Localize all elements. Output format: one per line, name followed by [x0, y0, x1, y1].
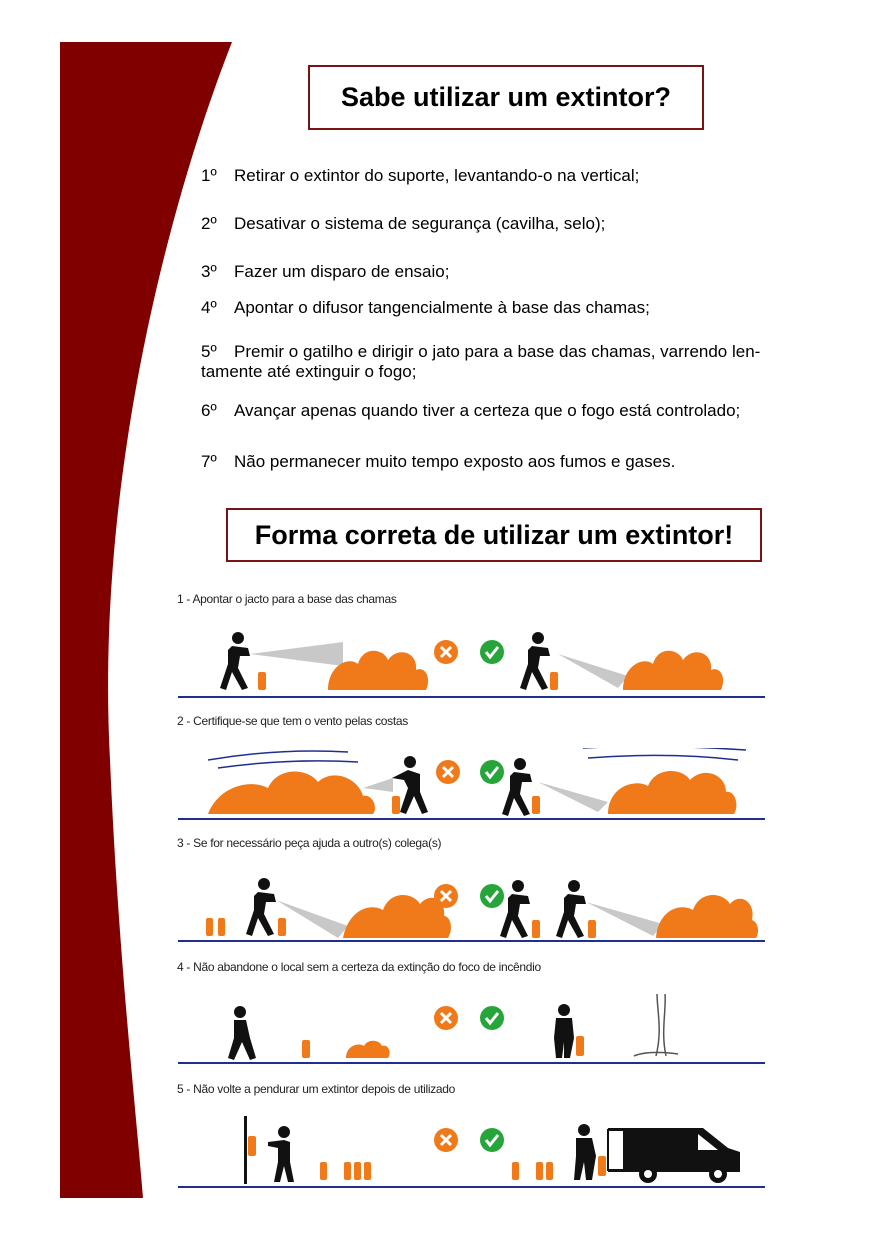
panel-caption: 3 - Se for necessário peça ajuda a outro(s) colega(s) — [177, 836, 442, 850]
list-item: 7º Não permanecer muito tempo exposto aos fumos e gases. — [201, 452, 676, 471]
extinguisher-icon — [536, 1162, 543, 1180]
person-icon — [554, 1004, 574, 1058]
list-item: 3º Fazer um disparo de ensaio; — [201, 262, 450, 281]
extinguisher-icon — [598, 1156, 606, 1176]
person-icon — [520, 632, 550, 690]
extinguisher-icon — [278, 918, 286, 936]
flame-icon — [623, 651, 723, 690]
person-icon — [268, 1126, 294, 1182]
check-icon — [480, 640, 504, 664]
check-icon — [480, 884, 504, 908]
panel-illustration — [178, 1116, 765, 1186]
spray-icon — [250, 642, 343, 666]
spray-icon — [363, 778, 393, 792]
flame-icon — [656, 895, 758, 938]
panel-illustration — [178, 994, 765, 1064]
panel-illustration — [178, 872, 765, 942]
panel-divider — [178, 1062, 765, 1064]
panel-divider — [178, 1186, 765, 1188]
extinguisher-icon — [364, 1162, 371, 1180]
extinguisher-icon — [588, 920, 596, 938]
flame-icon — [328, 651, 428, 690]
cross-icon — [436, 760, 460, 784]
extinguisher-icon — [512, 1162, 519, 1180]
check-icon — [480, 1128, 504, 1152]
wind-icon — [583, 748, 746, 760]
extinguisher-icon — [546, 1162, 553, 1180]
spray-icon — [558, 654, 628, 688]
extinguisher-icon — [354, 1162, 361, 1180]
list-item: 5º Premir o gatilho e dirigir o jato para a base das chamas, varrendo len- tamente até extinguir o fogo; — [201, 342, 761, 381]
section-title: Forma correta de utilizar um extintor! — [226, 508, 762, 562]
person-icon — [500, 880, 530, 938]
flame-icon — [208, 771, 375, 814]
extinguisher-icon — [320, 1162, 327, 1180]
list-item: 2º Desativar o sistema de segurança (cavilha, selo); — [201, 214, 606, 233]
person-icon — [502, 758, 532, 816]
extinguisher-icon — [532, 796, 540, 814]
spray-icon — [276, 900, 348, 938]
panel-caption: 1 - Apontar o jacto para a base das chamas — [177, 592, 397, 606]
person-icon — [556, 880, 586, 938]
panel-divider — [178, 940, 765, 942]
list-item: 6º Avançar apenas quando tiver a certeza que o fogo está controlado; — [201, 401, 741, 420]
panel-caption: 5 - Não volte a pendurar um extintor depois de utilizado — [177, 1082, 456, 1096]
panel-caption: 4 - Não abandone o local sem a certeza da extinção do foco de incêndio — [177, 960, 541, 974]
panel-divider — [178, 818, 765, 820]
van-icon — [608, 1128, 740, 1183]
list-item: 4º Apontar o difusor tangencialmente à base das chamas; — [201, 298, 650, 317]
person-icon — [228, 1006, 256, 1060]
person-icon — [574, 1124, 596, 1180]
panel-illustration — [178, 748, 765, 818]
smoke-icon — [634, 994, 678, 1056]
cross-icon — [434, 1006, 458, 1030]
wind-icon — [208, 751, 358, 768]
spray-icon — [586, 902, 663, 936]
extinguisher-icon — [532, 920, 540, 938]
flame-icon — [608, 771, 736, 814]
panel-divider — [178, 696, 765, 698]
check-icon — [480, 760, 504, 784]
cross-icon — [434, 1128, 458, 1152]
cross-icon — [434, 884, 458, 908]
flame-icon — [346, 1041, 390, 1058]
extinguisher-icon — [206, 918, 213, 936]
person-icon — [246, 878, 276, 936]
extinguisher-icon — [576, 1036, 584, 1056]
extinguisher-icon — [302, 1040, 310, 1058]
person-icon — [220, 632, 250, 690]
wall-icon — [244, 1116, 247, 1184]
flame-icon — [343, 895, 451, 938]
panel-illustration — [178, 626, 765, 696]
spray-icon — [538, 782, 608, 812]
extinguisher-icon — [392, 796, 400, 814]
check-icon — [480, 1006, 504, 1030]
extinguisher-icon — [550, 672, 558, 690]
extinguisher-icon — [218, 918, 225, 936]
panel-caption: 2 - Certifique-se que tem o vento pelas costas — [177, 714, 408, 728]
list-item: 1º Retirar o extintor do suporte, levantando-o na vertical; — [201, 166, 640, 185]
extinguisher-icon — [258, 672, 266, 690]
extinguisher-icon — [248, 1136, 256, 1156]
extinguisher-icon — [344, 1162, 351, 1180]
page-title: Sabe utilizar um extintor? — [308, 65, 704, 130]
cross-icon — [434, 640, 458, 664]
